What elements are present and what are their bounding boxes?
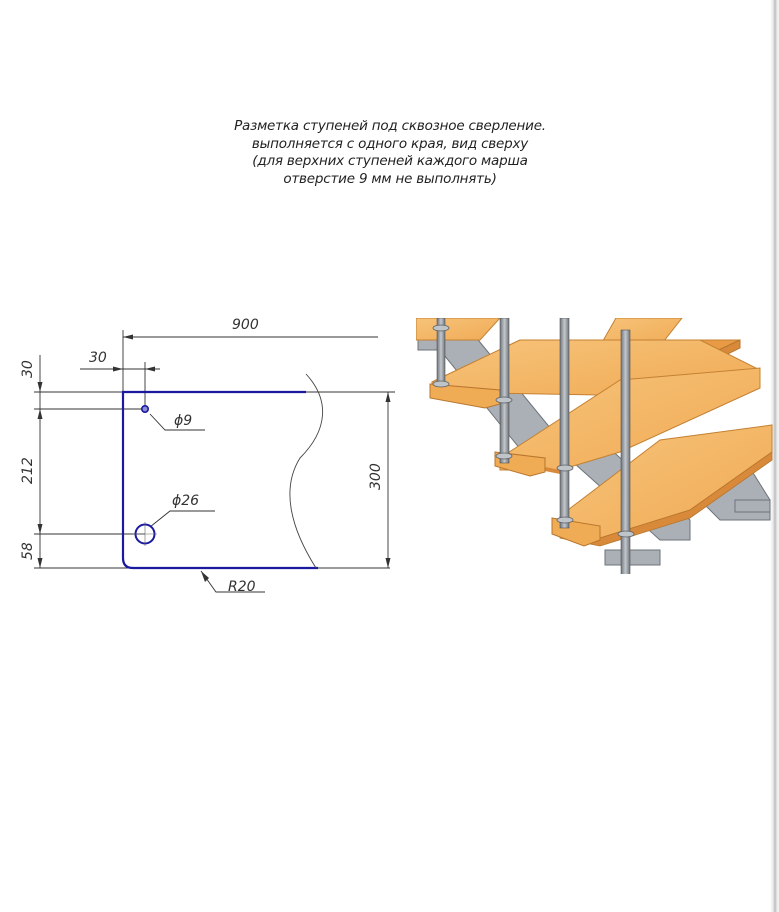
dim-30-horizontal: 30	[89, 350, 107, 366]
base-plate-right	[735, 500, 770, 512]
dim-large-hole: ϕ26	[172, 493, 200, 509]
dim-30-vertical: 30	[20, 360, 36, 378]
dim-212: 212	[20, 457, 36, 484]
drawing-note-line-3: (для верхних ступеней каждого марша	[252, 153, 528, 169]
dim-900: 900	[232, 317, 259, 333]
base-plate-front	[605, 550, 660, 565]
dim-small-hole: ϕ9	[174, 413, 193, 429]
bolt-6	[557, 517, 573, 523]
dim-radius: R20	[228, 579, 256, 595]
bolt-5	[557, 465, 573, 471]
drawing-note-line-2: выполняется с одного края, вид сверху	[251, 135, 529, 152]
post-1	[500, 318, 509, 463]
dim-300: 300	[368, 463, 384, 490]
bolt-4	[496, 453, 512, 459]
drawing-note-line-4: отверстие 9 мм не выполнять)	[283, 170, 497, 187]
bolt-1	[433, 325, 449, 331]
post-2	[560, 318, 569, 528]
dim-58: 58	[20, 542, 36, 560]
bolt-3	[496, 397, 512, 403]
bolt-7	[618, 531, 634, 537]
drawing-note-line-1: Разметка ступеней под сквозное сверление.	[234, 118, 546, 134]
bolt-2	[433, 381, 449, 387]
post-3	[621, 330, 630, 575]
